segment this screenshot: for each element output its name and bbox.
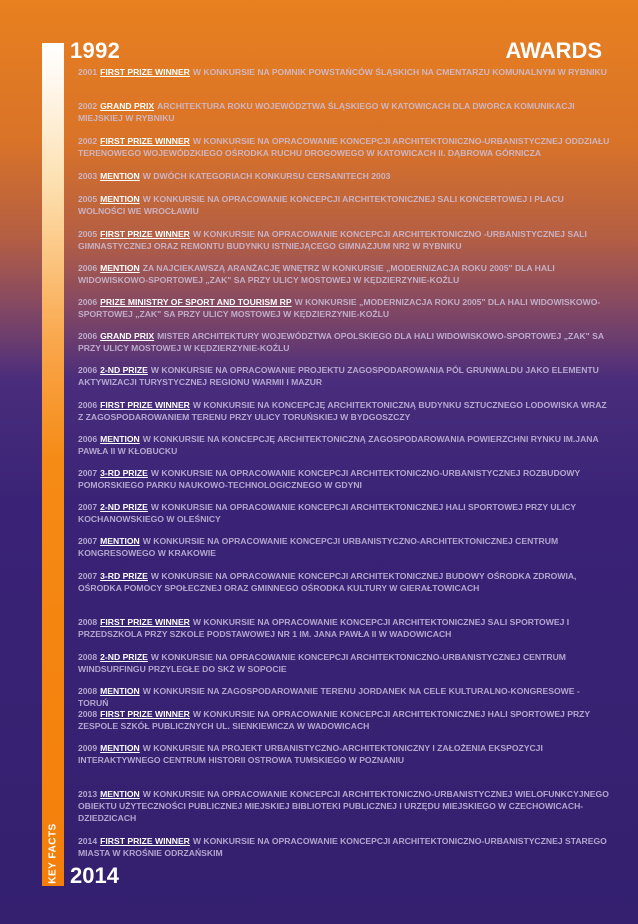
- award-prize: GRAND PRIX: [100, 101, 155, 111]
- key-facts-label: [42, 820, 64, 886]
- end-year: 2014: [70, 863, 119, 888]
- award-year: 2003: [78, 171, 98, 181]
- award-prize: FIRST PRIZE WINNER: [100, 136, 190, 146]
- award-prize: FIRST PRIZE WINNER: [100, 617, 190, 627]
- award-description: W KONKURSIE NA OPRACOWANIE KONCEPCJI ARCHITEKTONICZNO-URBANISTYCZNEJ WIELOFUNKCYJNEGO OBIEKTU UŻYTECZNOŚCI PUBLICZNEJ MIEJSKIEJ BIBLIOTEKI PUBLICZNEJ I URZĘDU MIEJSKIEGO W CZECHOWICACH-DZIEDZICACH: [78, 789, 609, 823]
- award-year: 2005: [78, 194, 98, 204]
- award-prize: FIRST PRIZE WINNER: [100, 709, 190, 719]
- award-item: [78, 228, 610, 252]
- award-year: 2007: [78, 571, 98, 581]
- award-year: 2007: [78, 468, 98, 478]
- award-prize: MENTION: [100, 263, 140, 273]
- award-item: [78, 296, 610, 320]
- award-item: [78, 570, 610, 594]
- award-description: W KONKURSIE NA OPRACOWANIE KONCEPCJI ARCHITEKTONICZNO -URBANISTYCZNEJ SALI GIMNASTYCZNEJ ORAZ REMONTU BUDYNKU ISTNIEJĄCEGO GIMNAZJUM NR2 W RYBNIKU: [78, 229, 587, 251]
- award-prize: MENTION: [100, 686, 140, 696]
- award-item: [78, 433, 610, 457]
- award-year: 2013: [78, 789, 98, 799]
- award-prize: MENTION: [100, 194, 140, 204]
- award-description: W KONKURSIE NA OPRACOWANIE KONCEPCJI ARCHITEKTONICZNEJ HALI SPORTOWEJ PRZY ULICY KOCHANOWSKIEGO W OLEŚNICY: [78, 502, 576, 524]
- award-description: W KONKURSIE NA OPRACOWANIE KONCEPCJI ARCHITEKTONICZNO-URBANISTYCZNEJ STAREGO MIASTA W KROŚNIE ODRZAŃSKIM: [78, 836, 607, 858]
- award-item: [78, 708, 610, 732]
- award-prize: 2-ND PRIZE: [100, 365, 148, 375]
- award-prize: 2-ND PRIZE: [100, 502, 148, 512]
- award-description: MISTER ARCHITEKTURY WOJEWÓDZTWA OPOLSKIEGO DLA HALI WIDOWISKOWO-SPORTOWEJ „ZAK" SA PRZY ULICY MOSTOWEJ W KĘDZIERZYNIE-KOŹLU: [78, 331, 604, 353]
- award-prize: 3-RD PRIZE: [100, 468, 148, 478]
- award-description: W KONKURSIE NA KONCEPCJĘ ARCHITEKTONICZNĄ ZAGOSPODAROWANIA POWIERZCHNI RYNKU IM.JANA PAWŁA II W KŁOBUCKU: [78, 434, 599, 456]
- award-item: [78, 364, 610, 388]
- award-prize: MENTION: [100, 789, 140, 799]
- award-year: 2006: [78, 297, 98, 307]
- timeline-bar: [42, 43, 64, 886]
- award-year: 2006: [78, 365, 98, 375]
- award-item: [78, 467, 610, 491]
- award-year: 2001: [78, 67, 98, 77]
- award-prize: MENTION: [100, 171, 140, 181]
- award-description: W KONKURSIE NA OPRACOWANIE KONCEPCJI ARCHITEKTONICZNEJ SALI KONCERTOWEJ I PLACU WOLNOŚCI WE WROCŁAWIU: [78, 194, 564, 216]
- award-prize: 2-ND PRIZE: [100, 652, 148, 662]
- award-item: [78, 788, 610, 824]
- award-item: [78, 685, 610, 709]
- award-description: W KONKURSIE NA OPRACOWANIE KONCEPCJI ARCHITEKTONICZNO-URBANISTYCZNEJ CENTRUM WINDSURFINGU PRZYLEGŁE DO SKŻ W SOPOCIE: [78, 652, 566, 674]
- award-item: [78, 616, 610, 640]
- award-item: [78, 501, 610, 525]
- award-year: 2008: [78, 709, 98, 719]
- award-item: [78, 535, 610, 559]
- award-year: 2009: [78, 743, 98, 753]
- award-item: [78, 330, 610, 354]
- award-year: 2007: [78, 502, 98, 512]
- award-prize: FIRST PRIZE WINNER: [100, 229, 190, 239]
- key-facts-text: KEY FACTS: [47, 822, 59, 884]
- award-item: [78, 651, 610, 675]
- award-description: ZA NAJCIEKAWSZĄ ARANŻACJĘ WNĘTRZ W KONKURSIE „MODERNIZACJA ROKU 2005" DLA HALI WIDOWISKOWO-SPORTOWEJ „ZAK" SA PRZY ULICY MOSTOWEJ W KĘDZIERZYNIE-KOŹLU: [78, 263, 555, 285]
- award-year: 2002: [78, 136, 98, 146]
- award-description: W KONKURSIE NA OPRACOWANIE KONCEPCJI ARCHITEKTONICZNEJ BUDOWY OŚRODKA ZDROWIA, OŚRODKA POMOCY SPOŁECZNEJ ORAZ GMINNEGO OŚRODKA KULTURY W GIERAŁTOWICACH: [78, 571, 577, 593]
- award-item: [78, 170, 610, 182]
- award-item: [78, 66, 610, 78]
- award-year: 2008: [78, 686, 98, 696]
- award-prize: MENTION: [100, 536, 140, 546]
- award-prize: FIRST PRIZE WINNER: [100, 400, 190, 410]
- award-year: 2006: [78, 263, 98, 273]
- award-item: [78, 100, 610, 124]
- start-year: 1992: [70, 38, 121, 63]
- award-year: 2007: [78, 536, 98, 546]
- award-description: W KONKURSIE NA KONCEPCJĘ ARCHITEKTONICZNĄ BUDYNKU SZTUCZNEGO LODOWISKA WRAZ Z ZAGOSPODAROWANIEM TERENU PRZY ULICY TORUŃSKIEJ W BYDGOSZCZY: [78, 400, 607, 422]
- award-year: 2008: [78, 652, 98, 662]
- award-year: 2006: [78, 331, 98, 341]
- award-description: W KONKURSIE NA OPRACOWANIE KONCEPCJI URBANISTYCZNO-ARCHITEKTONICZNEJ CENTRUM KONGRESOWEGO W KRAKOWIE: [78, 536, 559, 558]
- award-description: ARCHITEKTURA ROKU WOJEWÓDZTWA ŚLĄSKIEGO W KATOWICACH DLA DWORCA KOMUNIKACJI MIEJSKIEJ W RYBNIKU: [78, 101, 575, 123]
- award-description: W KONKURSIE NA OPRACOWANIE KONCEPCJI ARCHITEKTONICZNO-URBANISTYCZNEJ ODDZIAŁU TERENOWEGO WOJEWÓDZKIEGO OŚRODKA RUCHU DROGOWEGO W KATOWICACH II. DĄBROWA GÓRNICZA: [78, 136, 610, 158]
- award-prize: FIRST PRIZE WINNER: [100, 836, 190, 846]
- award-prize: GRAND PRIX: [100, 331, 155, 341]
- award-year: 2006: [78, 434, 98, 444]
- award-item: [78, 193, 610, 217]
- award-year: 2014: [78, 836, 98, 846]
- award-prize: FIRST PRIZE WINNER: [100, 67, 190, 77]
- award-description: W KONKURSIE NA OPRACOWANIE KONCEPCJI ARCHITEKTONICZNEJ SALI SPORTOWEJ I PRZEDSZKOLA PRZY SZKOLE PODSTAWOWEJ NR 1 IM. JANA PAWŁA II W WADOWICACH: [78, 617, 570, 639]
- award-description: W KONKURSIE NA OPRACOWANIE PROJEKTU ZAGOSPODAROWANIA PÓL GRUNWALDU JAKO ELEMENTU AKTYWIZACJI TURYSTYCZNEJ REGIONU WARMII I MAZUR: [78, 365, 599, 387]
- award-description: W KONKURSIE „MODERNIZACJA ROKU 2005" DLA HALI WIDOWISKOWO-SPORTOWEJ „ZAK" SA PRZY ULICY MOSTOWEJ W KĘDZIERZYNIE-KOŹLU: [78, 297, 601, 319]
- award-description: W KONKURSIE NA POMNIK POWSTAŃCÓW ŚLĄSKICH NA CMENTARZU KOMUNALNYM W RYBNIKU: [192, 67, 607, 77]
- award-description: W KONKURSIE NA ZAGOSPODAROWANIE TERENU JORDANEK NA CELE KULTURALNO-KONGRESOWE - TORUŃ: [78, 686, 580, 708]
- award-description: W KONKURSIE NA PROJEKT URBANISTYCZNO-ARCHITEKTONICZNY I ZAŁOŻENIA EKSPOZYCJI INTERAKTYWNEGO CENTRUM HISTORII OSTROWA TUMSKIEGO W POZNANIU: [78, 743, 543, 765]
- award-prize: MENTION: [100, 743, 140, 753]
- award-item: [78, 262, 610, 286]
- award-year: 2008: [78, 617, 98, 627]
- award-item: [78, 835, 610, 859]
- award-prize: PRIZE MINISTRY OF SPORT AND TOURISM RP: [100, 297, 292, 307]
- award-year: 2005: [78, 229, 98, 239]
- award-year: 2002: [78, 101, 98, 111]
- award-prize: 3-RD PRIZE: [100, 571, 148, 581]
- award-year: 2006: [78, 400, 98, 410]
- award-description: W KONKURSIE NA OPRACOWANIE KONCEPCJI ARCHITEKTONICZNO-URBANISTYCZNEJ ROZBUDOWY POMORSKIEGO PARKU NAUKOWO-TECHNOLOGICZNEGO W GDYNI: [78, 468, 581, 490]
- award-item: [78, 399, 610, 423]
- award-prize: MENTION: [100, 434, 140, 444]
- award-item: [78, 742, 610, 766]
- award-description: W KONKURSIE NA OPRACOWANIE KONCEPCJI ARCHITEKTONICZNEJ HALI SPORTOWEJ PRZY ZESPOLE SZKÓŁ PUBLICZNYCH UL. SIENKIEWICZA W WADOWICACH: [78, 709, 590, 731]
- award-item: [78, 135, 610, 159]
- award-description: W DWÓCH KATEGORIACH KONKURSU CERSANITECH 2003: [142, 171, 391, 181]
- page-title: AWARDS: [505, 38, 602, 63]
